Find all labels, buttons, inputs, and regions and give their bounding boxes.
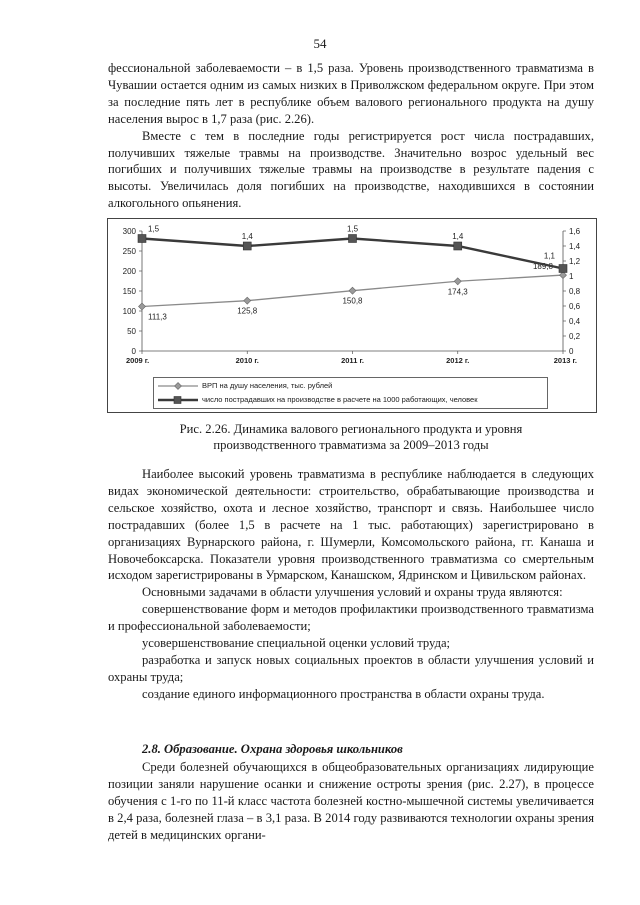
chart-legend	[153, 377, 548, 409]
data-label: 1,4	[452, 232, 464, 241]
data-label: 125,8	[237, 306, 258, 316]
data-label: 174,3	[447, 287, 468, 297]
body-paragraph-3: совершенствование форм и методов профилактики производственного травматизма и профессиональной заболеваемости;	[108, 602, 594, 634]
data-label: 150,8	[342, 296, 363, 306]
section-text	[108, 759, 594, 844]
data-point	[559, 265, 567, 273]
data-label: 111,3	[148, 312, 167, 322]
right-tick-label: 0,8	[569, 287, 581, 296]
data-point	[138, 235, 146, 243]
data-label: 1,1	[543, 251, 555, 261]
data-point	[139, 303, 146, 310]
right-tick-label: 0,2	[569, 332, 581, 341]
legend-label-series-1: ВРП на душу населения, тыс. рублей	[202, 381, 333, 390]
right-tick-label: 1,6	[569, 227, 581, 236]
page-number: 54	[313, 36, 327, 51]
right-tick-label: 1,2	[569, 257, 581, 266]
diamond-marker-icon	[158, 382, 198, 390]
left-tick-label: 250	[122, 247, 136, 256]
intro-paragraph-2: Вместе с тем в последние годы регистрируется рост числа пострадавших, получивших тяжелые травмы на производстве. Значительно возрос удельный вес погибших и получивших тяжелые травмы на производстве в результате падения с высоты. Увеличилась доля погибших на производстве, находившихся в состоянии алкогольного опьянения.	[108, 128, 594, 211]
data-label: 1,5	[148, 224, 160, 234]
x-category-label: 2011 г.	[341, 356, 364, 365]
left-tick-label: 100	[122, 307, 136, 316]
data-label: 189,8	[532, 262, 553, 272]
legend-item-series-2	[154, 393, 547, 407]
x-category-label: 2012 г.	[446, 356, 470, 365]
body-paragraph-6: создание единого информационного пространства в области охраны труда.	[142, 686, 545, 701]
left-tick-label: 200	[122, 267, 136, 276]
data-label: 1,5	[346, 224, 359, 234]
body-paragraph-4: усовершенствование специальной оценки условий труда;	[142, 636, 451, 651]
legend-label-series-2: число пострадавших на производстве в расчете на 1000 работающих, человек	[202, 395, 478, 404]
data-point	[454, 278, 461, 285]
body-paragraph-5: разработка и запуск новых социальных проектов в области улучшения условий и охраны труда;	[108, 652, 594, 684]
section-title: 2.8. Образование. Охрана здоровья школьников	[142, 742, 403, 756]
left-tick-label: 150	[122, 287, 136, 296]
x-category-label: 2009 г.	[126, 356, 150, 365]
section-paragraph: Среди болезней обучающихся в общеобразовательных организациях лидирующие позиции заняли нарушение осанки и снижение остроты зрения (рис. 2.27), в процессе обучения с 1-го по 11-й класс частота болезней костно-мышечной системы увеличивается в 2,4 раза, болезней глаза – в 3,1 раза. В 2014 году развиваются технологии охраны зрения детей в медицинских органи-	[108, 760, 594, 842]
chart-figure	[107, 218, 597, 413]
data-label: 1,4	[241, 232, 253, 241]
body-text	[108, 466, 594, 703]
right-tick-label: 1	[569, 272, 574, 281]
legend-item-series-1	[154, 379, 547, 393]
x-category-label: 2013 г.	[553, 356, 577, 365]
data-point	[243, 242, 251, 250]
left-tick-label: 0	[131, 347, 136, 356]
right-tick-label: 0,6	[569, 302, 581, 311]
caption-line-1: Рис. 2.26. Динамика валового регионального продукта и уровня	[179, 422, 523, 436]
body-paragraph-1: Наиболее высокий уровень травматизма в республике наблюдается в следующих видах экономической деятельности: строительство, обрабатывающие производства и сельское хозяйство, охота и лесное хозяйство, транспорт и связь. Наибольшее число пострадавших (более 1,5 в расчете на 1 тыс. работающих) зарегистрировано в организациях Вурнарского района, г. Шумерли, Комсомольского района, гг. Канаша и Новочебоксарска. Показатели уровня производственного травматизма со смертельным исходом зарегистрированы в Урмарском, Канашском, Ядринском и Цивильском районах.	[108, 467, 594, 583]
data-point	[349, 287, 356, 294]
data-point	[349, 235, 357, 243]
x-category-label: 2010 г.	[235, 356, 259, 365]
data-point	[244, 297, 251, 304]
caption-line-2: производственного травматизма за 2009–2013 годы	[213, 438, 489, 452]
right-tick-label: 0	[569, 347, 574, 356]
left-tick-label: 300	[122, 227, 136, 236]
figure-caption	[108, 421, 594, 453]
series-line-2	[142, 239, 563, 272]
left-tick-label: 50	[127, 327, 136, 336]
right-tick-label: 0,4	[569, 317, 581, 326]
data-point	[454, 242, 462, 250]
intro-text	[108, 60, 594, 212]
square-marker-icon	[158, 396, 198, 404]
body-paragraph-2: Основными задачами в области улучшения условий и охраны труда являются:	[142, 585, 563, 600]
intro-paragraph-1: фессиональной заболеваемости – в 1,5 раза. Уровень производственного травматизма в Чувашии остается одним из самых низких в Приволжском федеральном округе. При этом за последние пять лет в республике объем валового регионального продукта на душу населения вырос в 1,7 раза (рис. 2.26).	[108, 61, 594, 126]
right-tick-label: 1,4	[569, 242, 581, 251]
